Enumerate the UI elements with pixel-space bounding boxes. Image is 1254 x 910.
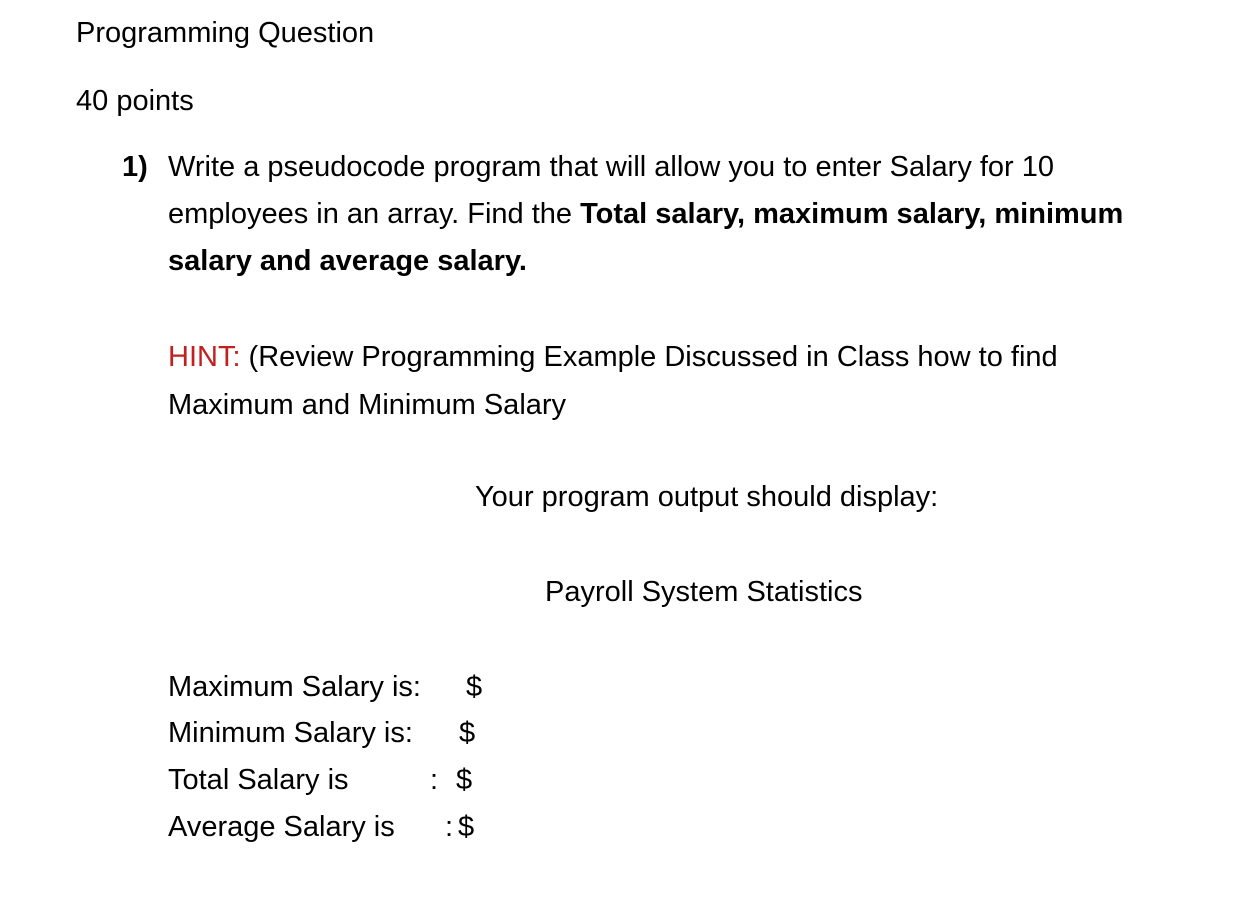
stat-separator: : — [445, 811, 454, 843]
question-text-plain: employees in an array. Find the — [168, 198, 581, 230]
stat-label: Total Salary is — [168, 764, 349, 796]
points-label: 40 points — [76, 85, 194, 117]
hint-line-1 — [168, 343, 1058, 372]
stat-currency: $ — [466, 671, 483, 703]
stat-row-maximum — [168, 673, 508, 705]
stat-currency: $ — [456, 764, 473, 796]
question-text-bold: Total salary, maximum salary, minimum — [580, 198, 1124, 230]
question-text-line-3: salary and average salary. — [168, 245, 527, 277]
hint-line-2: Maximum and Minimum Salary — [168, 389, 567, 421]
stat-currency: $ — [459, 717, 476, 749]
question-text-line-1: Write a pseudocode program that will allow you to enter Salary for 10 — [168, 151, 1055, 183]
stat-label: Maximum Salary is: — [168, 671, 421, 703]
stat-label: Minimum Salary is: — [168, 717, 413, 749]
stat-row-minimum — [168, 719, 508, 751]
document-title: Programming Question — [76, 17, 375, 49]
output-intro: Your program output should display: — [475, 481, 939, 513]
stat-label: Average Salary is — [168, 811, 395, 843]
stat-row-total — [168, 766, 508, 798]
hint-text-1: (Review Programming Example Discussed in Class how to find — [240, 341, 1058, 373]
question-text-line-2 — [168, 200, 1123, 229]
stat-currency: $ — [458, 811, 475, 843]
hint-label: HINT: — [168, 341, 241, 373]
stat-row-average — [168, 813, 508, 845]
output-heading: Payroll System Statistics — [545, 576, 863, 608]
question-number: 1) — [122, 151, 148, 183]
stat-separator: : — [430, 764, 439, 796]
